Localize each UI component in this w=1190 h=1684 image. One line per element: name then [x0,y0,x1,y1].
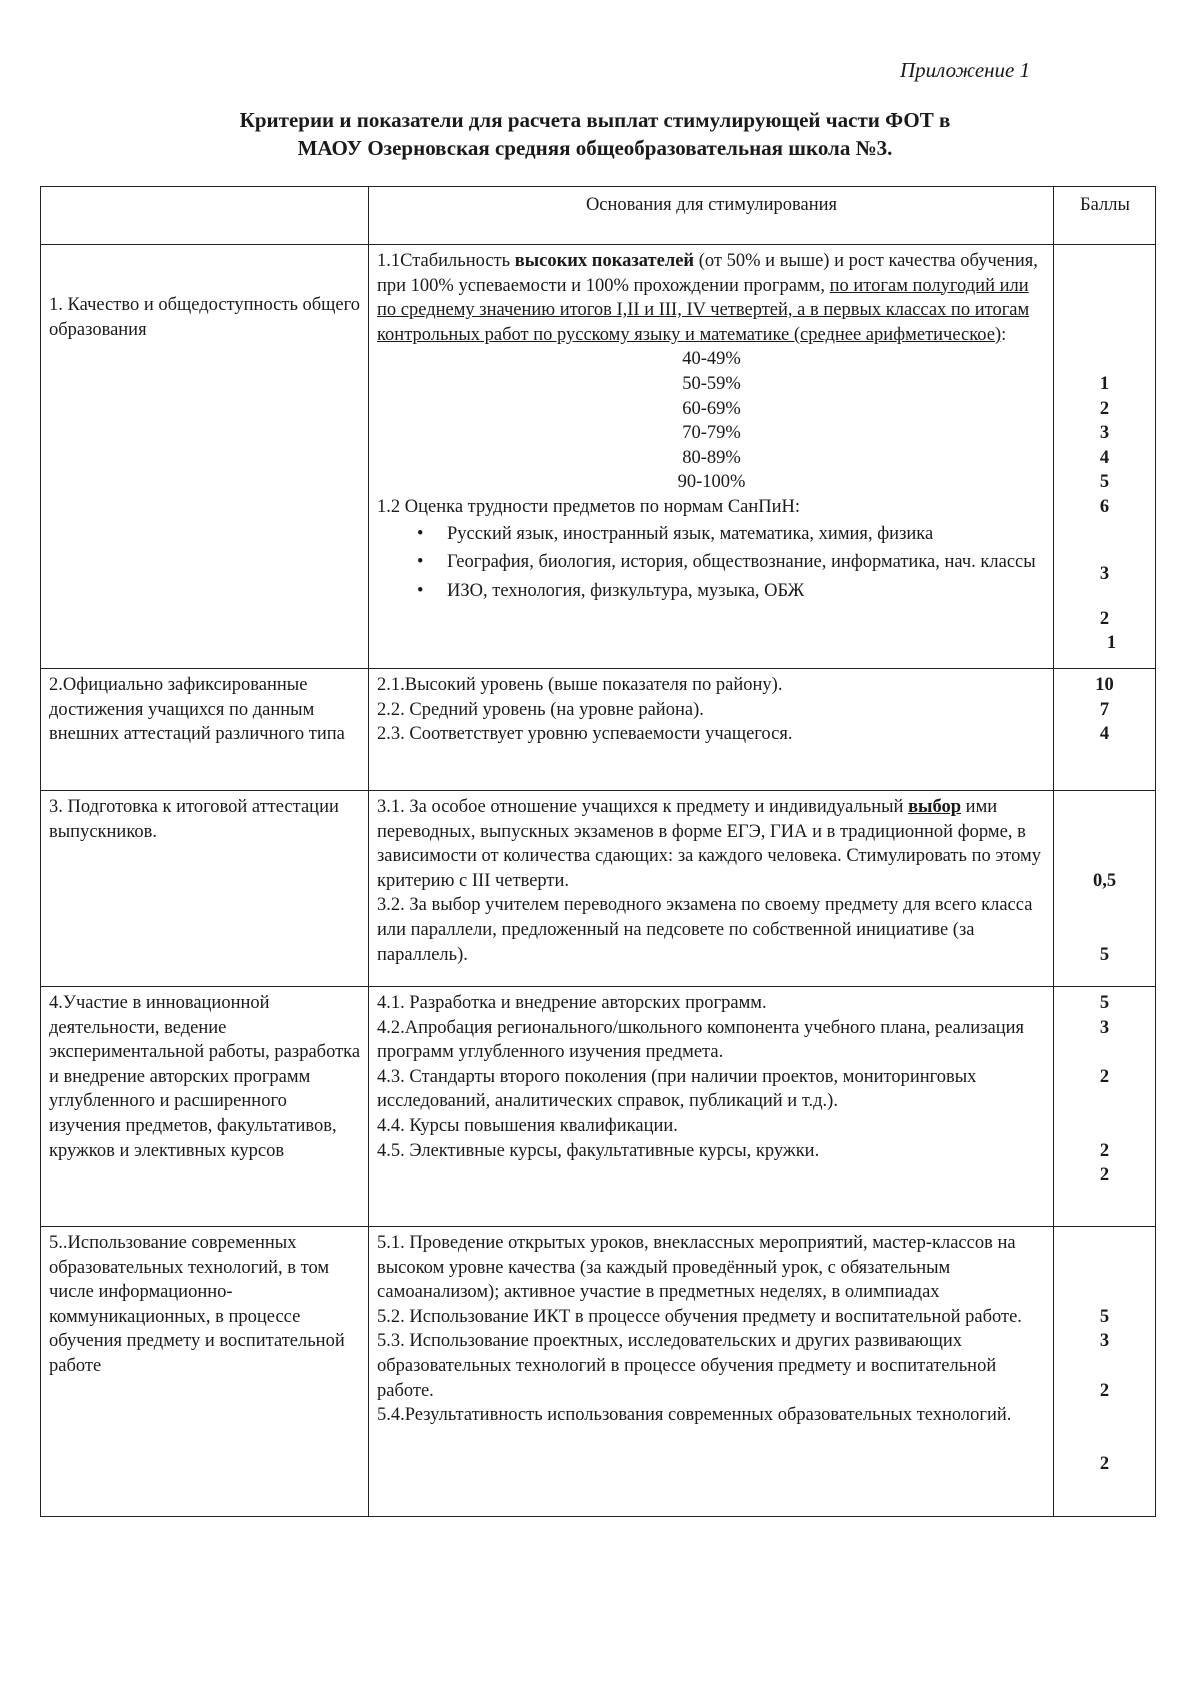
grounds-item: 4.4. Курсы повышения квалификации. [377,1115,678,1136]
points-value: 3 [1099,1017,1110,1038]
grounds-1-2: 1.2 Оценка трудности предметов по нормам СанПиН: [377,496,801,517]
table-row [41,791,1156,987]
text-fragment: 3.1. За особое отношение учащихся к предмету и индивидуальный [377,797,909,817]
grounds-item: 5.2. Использование ИКТ в процессе обучения предмету и воспитательной работе. [377,1306,1022,1327]
text-fragment: ими переводных, выпускных экзаменов в форме ЕГЭ, ГИА и в традиционной форме, в зависимости от количества сдающих: за каждого человека. Стимулировать по этому критерию с III четверти. [377,797,1041,891]
grounds-cell [369,245,1054,669]
header-criterion [41,187,369,245]
criterion-cell [41,245,369,669]
criterion-text: 1. Качество и общедоступность общего образования [49,295,361,340]
criteria-table [40,186,1156,1517]
points-value: 2 [1099,1066,1110,1087]
table-header-row [41,187,1156,245]
points-value: 3 [1099,423,1110,444]
points-value: 1 [1106,633,1117,654]
table-row [41,245,1156,669]
list-item-text: География, биология, история, обществознание, информатика, нач. классы [447,552,1036,573]
criterion-text: 4.Участие в инновационной деятельности, ведение экспериментальной работы, разработка и внедрение авторских программ углубленного и расширенного изучения предметов, факультативов, кружков и элективных курсов [49,993,361,1161]
grounds-item: 2.3. Соответствует уровню успеваемости учащегося. [377,724,793,745]
points-value: 1 [1099,373,1110,394]
bullet-icon: • [417,580,424,601]
grounds-cell [369,669,1054,791]
underlined-fragment: по итогам полугодий или по среднему значению итогов I,II и III, IV четвертей, а в первых классах по итогам контрольных работ по русскому языку и математике (среднее арифметическое) [377,275,1030,345]
points-cell [1054,1227,1156,1517]
list-item [417,579,1046,604]
points-cell [1054,791,1156,987]
range-item: 40-49% [682,349,741,370]
grounds-item: 4.5. Элективные курсы, факультативные курсы, кружки. [377,1140,820,1161]
range-list [377,347,1046,495]
criterion-text: 2.Официально зафиксированные достижения учащихся по данным внешних аттестаций различного типа [49,675,345,745]
table-row [41,987,1156,1227]
criterion-text: 5..Использование современных образовательных технологий, в том числе информационно-коммуникационных, в процессе обучения предмету и воспитательной работе [49,1233,345,1376]
title-line-2: МАОУ Озерновская средняя общеобразовательная школа №3. [297,136,893,160]
grounds-item: 5.1. Проведение открытых уроков, внеклассных мероприятий, мастер-классов на высоком уровне качества (за каждый проведённый урок, с обязательным самоанализом); активное участие в предметных неделях, в олимпиадах [377,1233,1016,1303]
table-row [41,1227,1156,1517]
range-item: 70-79% [682,423,741,444]
text-fragment: : [1001,324,1007,345]
subject-bullet-list [377,522,1046,604]
points-value: 4 [1099,724,1110,745]
table-row [41,669,1156,791]
list-item [417,550,1046,575]
grounds-cell [369,791,1054,987]
criterion-cell [41,1227,369,1517]
list-item [417,522,1046,547]
grounds-item: 5.4.Результативность использования современных образовательных технологий. [377,1405,1012,1426]
grounds-item: 4.1. Разработка и внедрение авторских программ. [377,993,767,1013]
grounds-item: 4.3. Стандарты второго поколения (при наличии проектов, мониторинговых исследований, аналитических справок, публикаций и т.д.). [377,1066,977,1112]
title-line-1: Критерии и показатели для расчета выплат стимулирующей части ФОТ в [239,108,951,132]
points-value: 5 [1099,472,1110,493]
criterion-text: 3. Подготовка к итоговой аттестации выпускников. [49,797,339,842]
points-value: 2 [1099,1165,1110,1186]
points-value: 6 [1099,496,1110,517]
grounds-item: 2.2. Средний уровень (на уровне района). [377,699,704,720]
criterion-cell [41,791,369,987]
grounds-item: 5.3. Использование проектных, исследовательских и других развивающих образовательных технологий в процессе обучения предмету и воспитательной работе. [377,1331,997,1401]
range-item: 50-59% [682,373,741,394]
text-fragment: (от 50% и выше) и рост качества обучения, при 100% успеваемости и 100% прохождении программ, [377,251,1038,296]
points-cell [1054,987,1156,1227]
appendix-label: Приложение 1 [900,58,1031,82]
grounds-cell [369,987,1054,1227]
points-value: 2 [1099,1380,1110,1401]
points-value: 5 [1099,944,1110,965]
criterion-cell [41,669,369,791]
points-value: 2 [1099,398,1110,419]
list-item-text: ИЗО, технология, физкультура, музыка, ОБЖ [447,580,805,601]
range-item: 80-89% [682,447,741,468]
bullet-icon: • [417,523,424,544]
grounds-item [377,795,1046,893]
points-value: 7 [1099,699,1110,720]
points-value: 0,5 [1092,870,1117,891]
points-value: 4 [1099,447,1110,468]
criterion-cell [41,987,369,1227]
grounds-1-1 [377,249,1046,347]
header-points: Баллы [1054,187,1156,245]
grounds-item: 2.1.Высокий уровень (выше показателя по району). [377,675,783,695]
bold-fragment: выбор [908,797,962,817]
range-item: 90-100% [677,472,746,493]
points-cell [1054,245,1156,669]
points-value: 2 [1099,608,1110,629]
points-value: 5 [1099,993,1110,1013]
points-value: 5 [1099,1306,1110,1327]
grounds-cell [369,1227,1054,1517]
header-grounds: Основания для стимулирования [369,187,1054,245]
points-cell [1054,669,1156,791]
bold-fragment: высоких показателей [514,251,695,271]
points-value: 10 [1095,675,1114,695]
list-item-text: Русский язык, иностранный язык, математика, химия, физика [447,523,934,544]
points-value: 2 [1099,1454,1110,1475]
grounds-item: 3.2. За выбор учителем переводного экзамена по своему предмету для всего класса или параллели, предложенный на педсовете по собственной инициативе (за параллель). [377,895,1033,965]
range-item: 60-69% [682,398,741,419]
bullet-icon: • [417,552,424,573]
points-value: 2 [1099,1140,1110,1161]
text-fragment: 1.1Стабильность [377,251,515,271]
points-value: 3 [1099,564,1110,585]
document-title [40,106,1150,162]
points-value: 3 [1099,1331,1110,1352]
grounds-item: 4.2.Апробация регионального/школьного компонента учебного плана, реализация программ углубленного изучения предмета. [377,1017,1025,1063]
